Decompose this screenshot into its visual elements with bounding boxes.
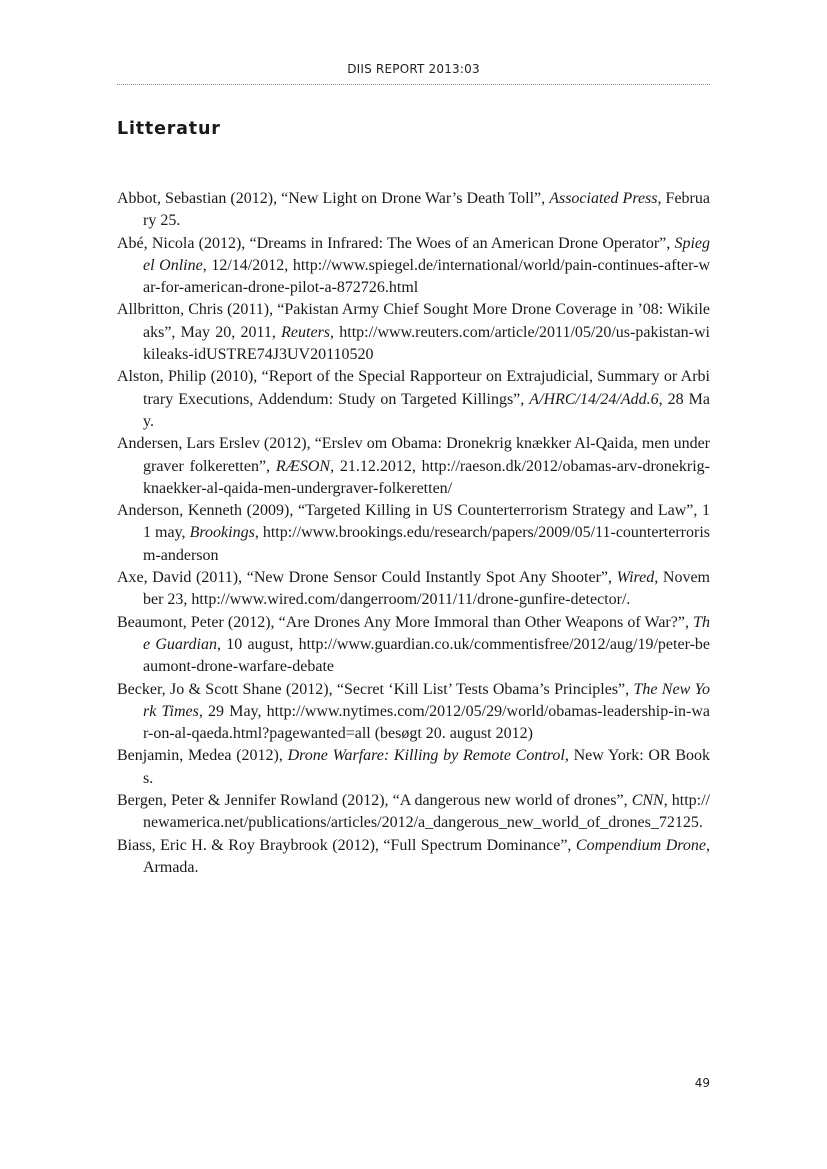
reference-text: Andersen, Lars Erslev (2012), “Erslev om Obama: Dronekrig knækker Al-Qaida, men undergraver folkeretten”,	[117, 435, 710, 475]
reference-text: , 28 May.	[143, 390, 711, 430]
reference-text: , http://newamerica.net/publications/articles/2012/a_dangerous_new_world_of_drones_72125.	[143, 792, 711, 832]
reference-text: Alston, Philip (2010), “Report of the Special Rapporteur on Extrajudicial, Summary or Arbitrary Executions, Addendum: Study on Targeted Killings”,	[117, 368, 710, 408]
reference-entry	[117, 299, 710, 366]
reference-text: Abé, Nicola (2012), “Dreams in Infrared: The Woes of an American Drone Operator”,	[117, 234, 675, 252]
reference-italic-title: The New York Times	[143, 680, 710, 720]
reference-italic-title: Brookings	[189, 524, 255, 542]
page-number: 49	[694, 1076, 710, 1090]
running-header: DIIS REPORT 2013:03	[347, 62, 480, 76]
reference-entry	[117, 500, 710, 567]
reference-text: Benjamin, Medea (2012),	[117, 747, 288, 765]
reference-entry	[117, 433, 710, 500]
reference-entry	[117, 612, 710, 679]
reference-italic-title: A/HRC/14/24/Add.6	[529, 390, 659, 408]
reference-text: Axe, David (2011), “New Drone Sensor Could Instantly Spot Any Shooter”,	[117, 569, 617, 587]
reference-text: , New York: OR Books.	[143, 747, 710, 787]
reference-text: Allbritton, Chris (2011), “Pakistan Army Chief Sought More Drone Coverage in ’08: Wikileaks”, May 20, 2011,	[117, 301, 710, 341]
section-title: Litteratur	[117, 119, 221, 139]
reference-text: , February 25.	[143, 190, 710, 230]
reference-entry	[117, 233, 710, 300]
reference-entry	[117, 745, 710, 790]
reference-italic-title: Compendium Drone	[575, 836, 706, 854]
reference-entry	[117, 188, 710, 233]
reference-list	[117, 188, 710, 879]
reference-text: , 12/14/2012, http://www.spiegel.de/international/world/pain-continues-after-war-for-american-drone-pilot-a-872726.html	[143, 256, 710, 297]
reference-text: Becker, Jo & Scott Shane (2012), “Secret ‘Kill List’ Tests Obama’s Principles”,	[117, 680, 634, 698]
reference-text: Abbot, Sebastian (2012), “New Light on Drone War’s Death Toll”,	[117, 190, 550, 207]
reference-italic-title: CNN	[631, 792, 664, 810]
reference-italic-title: RÆSON	[275, 457, 331, 475]
reference-text: Bergen, Peter & Jennifer Rowland (2012), “A dangerous new world of drones”,	[117, 792, 632, 810]
header-divider	[117, 84, 710, 85]
reference-text: , 10 august, http://www.guardian.co.uk/commentisfree/2012/aug/19/peter-beaumont-drone-warfare-debate	[143, 635, 711, 676]
reference-entry	[117, 679, 710, 746]
reference-text: Beaumont, Peter (2012), “Are Drones Any More Immoral than Other Weapons of War?”,	[117, 613, 694, 631]
reference-text: , Armada.	[143, 836, 710, 876]
reference-text: , 21.12.2012, http://raeson.dk/2012/obamas-arv-dronekrig-knaekker-al-qaida-men-undergraver-folkeretten/	[143, 457, 710, 497]
reference-entry	[117, 790, 710, 835]
reference-text: , 29 May, http://www.nytimes.com/2012/05/29/world/obamas-leadership-in-war-on-al-qaeda.html?pagewanted=all (besøgt 20. august 2012)	[143, 702, 711, 743]
reference-entry	[117, 366, 710, 433]
reference-text: , http://www.brookings.edu/research/papers/2009/05/11-counterterrorism-anderson	[143, 524, 711, 564]
reference-italic-title: Associated Press	[549, 190, 658, 207]
reference-italic-title: Spiegel Online	[143, 234, 710, 274]
reference-text: , November 23, http://www.wired.com/dangerroom/2011/11/drone-gunfire-detector/.	[143, 569, 710, 609]
reference-italic-title: The Guardian	[143, 613, 710, 653]
reference-italic-title: Reuters	[281, 323, 331, 341]
reference-text: , http://www.reuters.com/article/2011/05/20/us-pakistan-wikileaks-idUSTRE74J3UV20110520	[143, 323, 710, 364]
reference-italic-title: Wired	[616, 569, 655, 587]
reference-text: Anderson, Kenneth (2009), “Targeted Killing in US Counterterrorism Strategy and Law”, 11 may,	[117, 502, 710, 542]
reference-entry	[117, 567, 710, 612]
reference-italic-title: Drone Warfare: Killing by Remote Control	[287, 747, 565, 765]
reference-entry	[117, 835, 710, 880]
reference-text: Biass, Eric H. & Roy Braybrook (2012), “Full Spectrum Dominance”,	[117, 836, 576, 854]
